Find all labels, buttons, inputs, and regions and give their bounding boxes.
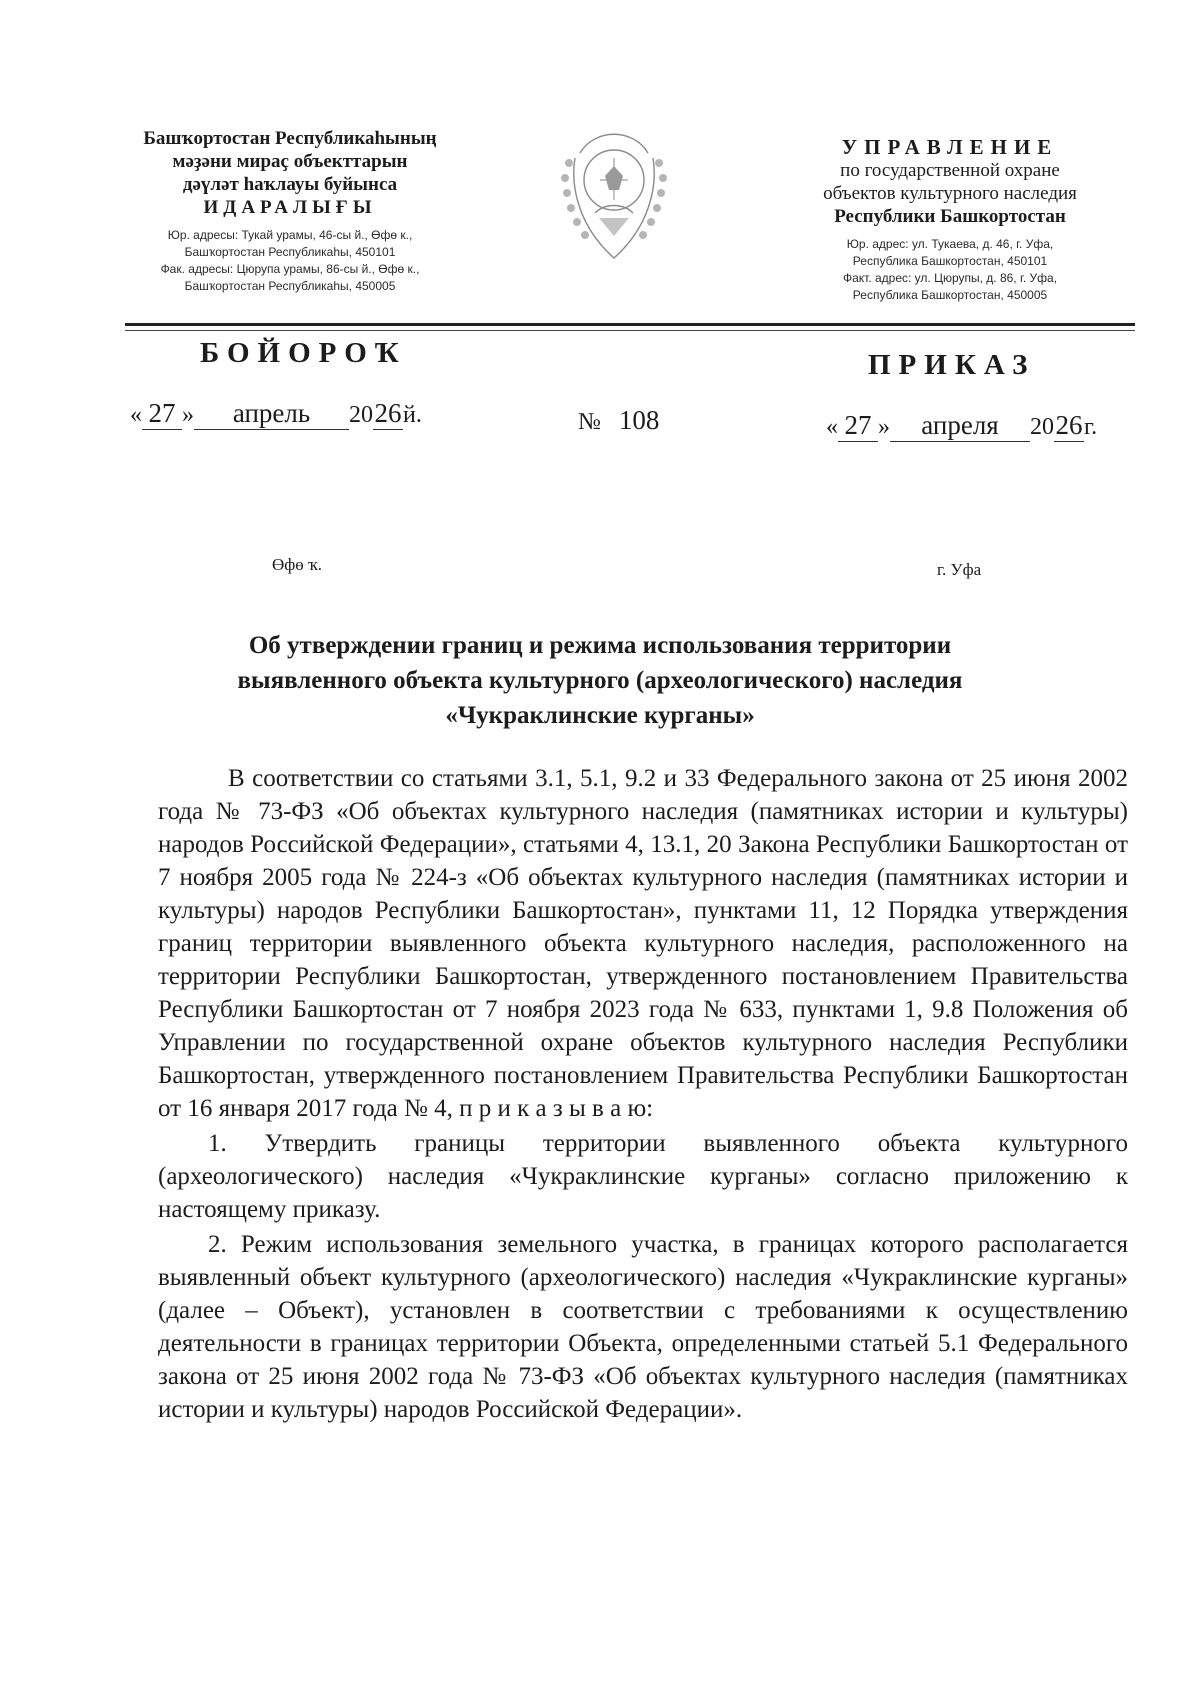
date-right-year-suffix: 26 <box>1055 410 1083 440</box>
header-left-line-1: Башҡортостан Республикаһының <box>143 128 437 149</box>
date-russian <box>826 410 1097 442</box>
header-left-line-3: дәүләт һаҡлауы буйынса <box>182 174 398 195</box>
header-right-line-4: Республики Башкортостан <box>834 206 1066 227</box>
date-bashkir <box>130 398 422 430</box>
header-right-address-3: Факт. адрес: ул. Цюрупы, д. 86, г. Уфа, <box>842 271 1058 285</box>
header-right-line-1: УПРАВЛЕНИЕ <box>841 135 1059 159</box>
header-right-address-1: Юр. адрес: ул. Тукаева, д. 46, г. Уфа, <box>846 237 1054 251</box>
document-title <box>150 628 1050 733</box>
date-left-month: апрель <box>194 398 349 430</box>
document-body <box>158 762 1128 1428</box>
date-left-close-quote: » <box>182 402 194 428</box>
header-left-address-4: Башҡортостан Республикаһы, 450005 <box>184 279 396 293</box>
header-right-address-2: Республика Башкортостан, 450101 <box>852 254 1048 268</box>
header-left-address-1: Юр. адресы: Тукай урамы, 46-сы й., Өфө к., <box>167 228 413 242</box>
coat-of-arms-emblem <box>555 118 673 268</box>
order-number-value: 108 <box>618 405 660 435</box>
date-right-year-prefix: 20 <box>1030 414 1054 440</box>
document-title-line-1: Об утверждении границ и режима использования территории <box>248 632 952 659</box>
item-1-paragraph: 1. Утвердить границы территории выявленного объекта культурного (археологического) наследия «Чукраклинские курганы» согласно приложению к настоящему приказу. <box>158 1130 1128 1223</box>
header-divider-thin <box>125 330 1135 331</box>
header-right-block <box>760 136 1140 304</box>
date-right-month: апреля <box>890 410 1030 442</box>
order-word-bashkir: БОЙОРОҠ <box>200 337 407 369</box>
order-number <box>578 405 659 436</box>
date-left-suffix: й. <box>403 402 422 428</box>
date-left-day: 27 <box>142 398 182 430</box>
date-right-suffix: г. <box>1084 414 1098 440</box>
date-left-year-prefix: 20 <box>349 402 373 428</box>
item-2-paragraph: 2. Режим использования земельного участка, в границах которого располагается выявленный объект культурного (археологического) наследия «Чукраклинские курганы» (далее – Объект), установлен в соответствии с требованиями к осуществлению деятельности в границах территории Объекта, определенными статьей 5.1 Федерального закона от 25 июня 2002 года № 73-ФЗ «Об объектах культурного наследия (памятниках истории и культуры) народов Российской Федерации». <box>158 1231 1128 1423</box>
header-right-line-2: по государственной охране <box>840 160 1060 181</box>
order-word-russian: ПРИКАЗ <box>868 349 1036 381</box>
place-russian: г. Уфа <box>937 560 982 579</box>
date-right-day: 27 <box>838 410 878 442</box>
preamble-paragraph: В соответствии со статьями 3.1, 5.1, 9.2 и 33 Федерального закона от 25 июня 2002 года № 73-ФЗ «Об объектах культурного наследия (памятниках истории и культуры) народов Российской Федерации», статьями 4, 13.1, 20 Закона Республики Башкортостан от 7 ноября 2005 года № 224-з «Об объектах культурного наследия (памятниках истории и культуры) народов Республики Башкортостан», пунктами 11, 12 Порядка утверждения границ территории выявленного объекта культурного наследия, расположенного на территории Республики Башкортостан, утвержденного постановлением Правительства Республики Башкортостан от 7 ноября 2023 года № 633, пунктами 1, 9.8 Положения об Управлении по государственной охране объектов культурного наследия Республики Башкортостан, утвержденного постановлением Правительства Республики Башкортостан от 16 января 2017 года № 4, п р и к а з ы в а ю: <box>158 765 1128 1122</box>
document-title-line-2: выявленного объекта культурного (археологического) наследия <box>237 667 963 694</box>
date-left-open-quote: « <box>130 402 142 428</box>
header-left-block <box>90 127 490 295</box>
date-right-close-quote: » <box>878 414 890 440</box>
document-title-line-3: «Чукраклинские курганы» <box>445 702 755 729</box>
header-left-address-3: Фак. адресы: Цюрупа урамы, 86-сы й., Өфө к., <box>160 262 420 276</box>
header-right-line-3: объектов культурного наследия <box>823 183 1077 204</box>
place-bashkir: Өфө ҡ. <box>272 555 323 574</box>
order-number-sign: № <box>578 409 601 435</box>
header-left-line-4: ИДАРАЛЫҒЫ <box>203 197 377 218</box>
header-left-line-2: мәҙәни мираҫ объекттарын <box>172 151 408 172</box>
date-left-year-suffix: 26 <box>374 398 402 428</box>
date-right-open-quote: « <box>826 414 838 440</box>
header-right-address-4: Республика Башкортостан, 450005 <box>852 288 1048 302</box>
header-left-address-2: Башҡортостан Республикаһы, 450101 <box>184 245 396 259</box>
header-divider-thick <box>125 323 1135 326</box>
